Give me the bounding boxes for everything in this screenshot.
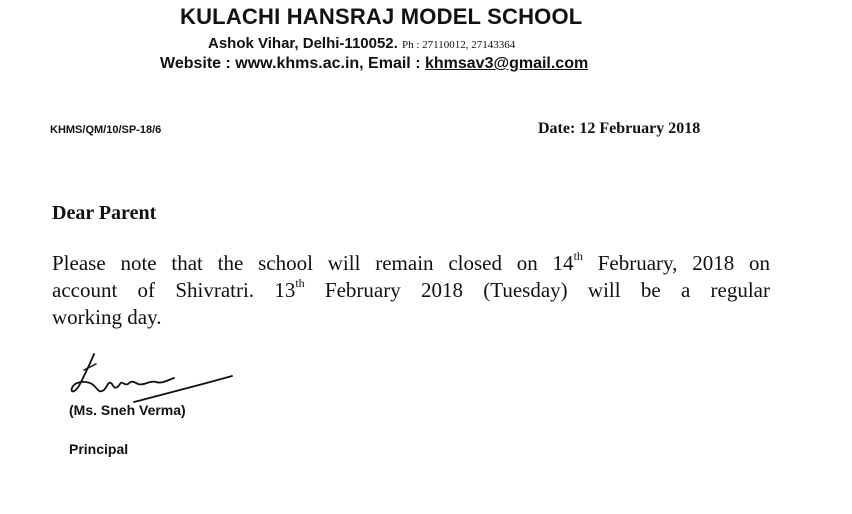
body-text-fragment: February 2018 (Tuesday) will be a regular	[304, 278, 770, 302]
body-text-fragment: Please note that the school will remain closed on 14	[52, 251, 574, 275]
letter-date: Date: 12 February 2018	[538, 120, 701, 137]
notice-body	[52, 250, 770, 331]
body-line-3: working day.	[52, 305, 162, 329]
website-email-line	[160, 55, 588, 73]
body-text-fragment: account of Shivratri. 13	[52, 278, 296, 302]
school-address	[208, 35, 515, 52]
school-name: KULACHI HANSRAJ MODEL SCHOOL	[180, 4, 583, 29]
reference-number: KHMS/QM/10/SP-18/6	[50, 124, 162, 136]
salutation: Dear Parent	[52, 202, 157, 224]
website-label: Website : www.khms.ac.in, Email :	[160, 55, 421, 72]
phone-numbers: Ph : 27110012, 27143364	[402, 39, 516, 51]
signer-name: (Ms. Sneh Verma)	[69, 402, 186, 418]
signature-image	[64, 350, 240, 410]
body-line-2	[52, 277, 770, 304]
body-text-fragment: February, 2018 on	[582, 251, 770, 275]
ordinal-suffix: th	[295, 276, 305, 290]
email-link[interactable]: khmsav3@gmail.com	[424, 55, 589, 72]
signer-title: Principal	[69, 441, 129, 457]
address-text: Ashok Vihar, Delhi-110052.	[208, 35, 398, 52]
ordinal-suffix: th	[573, 249, 583, 263]
body-line-1	[52, 250, 770, 277]
